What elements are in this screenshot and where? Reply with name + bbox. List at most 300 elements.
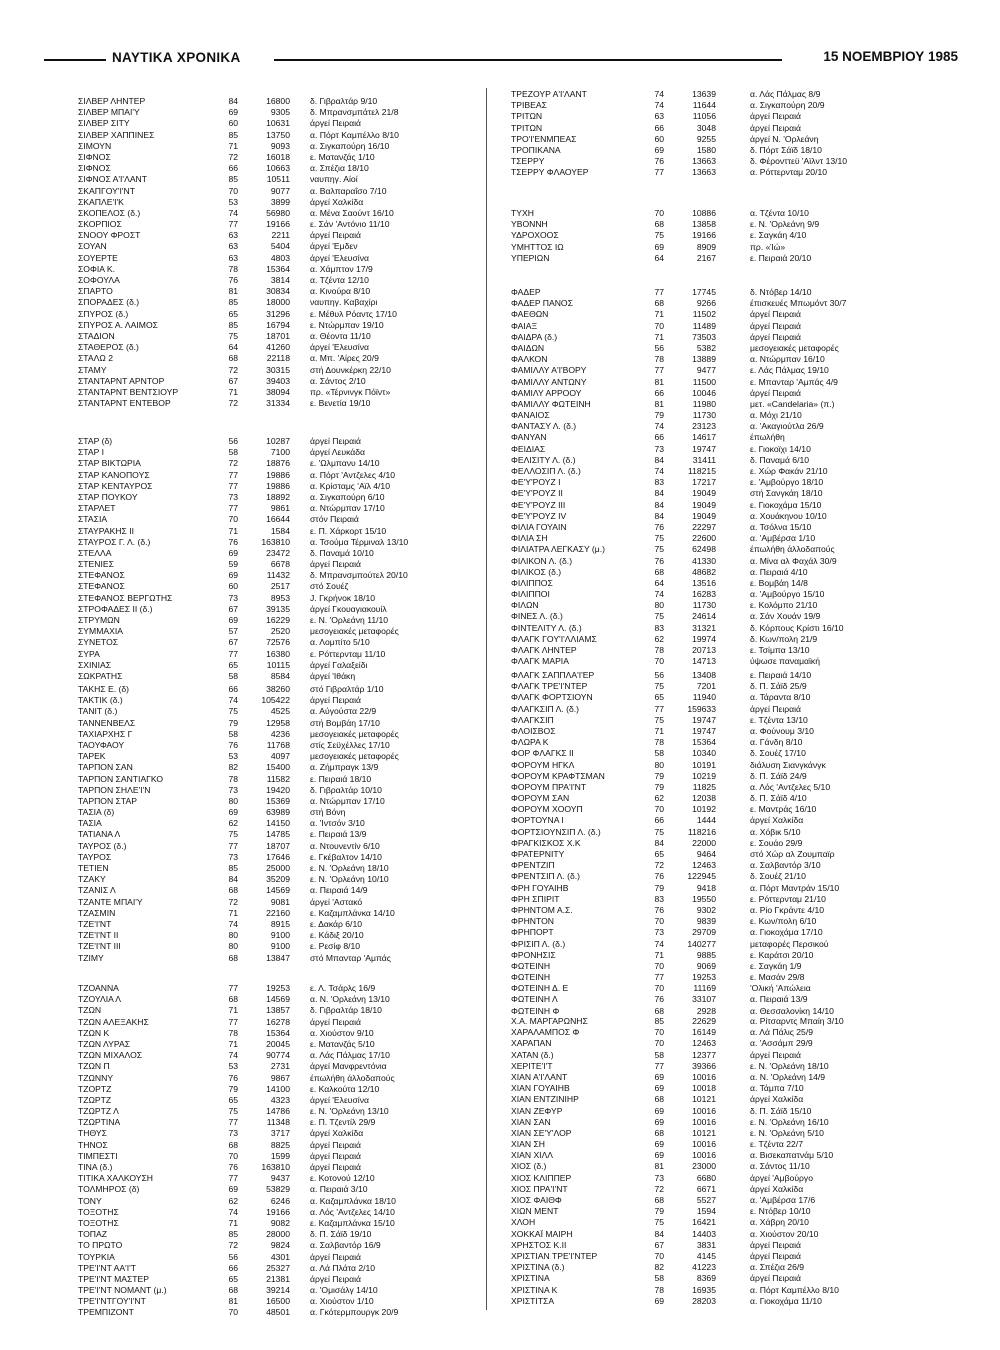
build-year: 64 [228, 342, 238, 353]
ship-row [78, 436, 478, 447]
tonnage: 14403 [692, 1228, 716, 1239]
ship-name: ΣΚΑΠΓΟΥ'Ι'ΝΤ [78, 185, 135, 196]
status: ε. Τζέντα 22/7 [750, 1139, 803, 1150]
build-year: 70 [654, 1038, 664, 1049]
ship-name: ΣΤΑΡΛΕΤ [78, 503, 116, 514]
status: α. Βισεκαπατνάμ 5/10 [750, 1150, 834, 1161]
tonnage: 15369 [266, 795, 290, 806]
status: α. Λάς Πάλμας 17/10 [310, 1050, 390, 1061]
status: α. Λομπίτο 5/10 [310, 637, 370, 648]
ship-row [78, 581, 478, 592]
ship-row [511, 1251, 951, 1262]
ship-name: ΦΕΛΛΟΣΙΠ Λ. (δ.) [511, 466, 581, 476]
ship-name: ΤΣΕΡΡΥ [511, 156, 545, 167]
status: α. Χάβρη 20/10 [750, 1217, 809, 1228]
ship-name: ΣΚΟΡΠΙΟΣ [78, 219, 122, 230]
build-year: 77 [654, 167, 664, 178]
build-year: 58 [228, 447, 238, 458]
tonnage: 18701 [266, 330, 290, 341]
tonnage: 118216 [687, 826, 716, 837]
ship-name: ΧΡΙΣΤΙΝΑ Κ [511, 1284, 558, 1295]
ship-name: ΦΕΙΔΙΑΣ [511, 443, 546, 454]
ship-row [78, 626, 478, 637]
ship-name: ΧΡΙΣΤΙΝΑ [511, 1273, 550, 1284]
tonnage: 28000 [266, 1229, 290, 1240]
tonnage: 16644 [266, 514, 290, 525]
tonnage: 39135 [266, 603, 290, 614]
ship-name: ΦΙΛΙΑΤΡΑ ΛΕΓΚΑΣΥ (μ.) [511, 544, 605, 555]
tonnage: 16149 [692, 1027, 716, 1038]
ship-name: ΣΤΑΝΤΑΡΝΤ ΑΡΝΤΟΡ [78, 375, 165, 386]
status: ε. Σαγκάη 1/9 [750, 960, 802, 971]
ship-name: ΣΤΑΛΩ 2 [78, 353, 113, 364]
ship-row [78, 671, 478, 682]
build-year: 77 [228, 840, 238, 851]
ship-row [78, 706, 478, 717]
status: α. Αύγούστα 22/9 [310, 706, 377, 717]
status: άργεί Πειραιά [750, 1239, 801, 1250]
status: ε. Π. Χάρκορτ 15/10 [310, 525, 387, 536]
tonnage: 39366 [692, 1060, 716, 1071]
ship-row [78, 1274, 478, 1285]
ship-name: ΤΟΞΟΤΗΣ [78, 1217, 119, 1228]
ship-row [78, 1073, 478, 1084]
ship-row [78, 695, 478, 706]
status: α. Ρίο Γκράντε 4/10 [750, 904, 825, 915]
ship-row [78, 353, 478, 364]
ship-row [511, 242, 951, 253]
build-year: 72 [228, 398, 238, 409]
tonnage: 8953 [270, 592, 290, 603]
ship-row [511, 726, 951, 737]
build-year: 70 [654, 960, 664, 971]
build-year: 81 [654, 1161, 664, 1172]
build-year: 69 [654, 1295, 664, 1306]
tonnage: 11502 [692, 309, 716, 320]
issue-date: 15 ΝΟΕΜΒΡΙΟΥ 1985 [823, 49, 958, 64]
status: ε. Χώρ Φακάν 21/10 [750, 466, 828, 476]
status: άργεί Πειραιά [310, 1016, 361, 1027]
status: α. Ντώρμπαν 16/10 [750, 354, 825, 365]
tonnage: 11348 [266, 1117, 290, 1128]
ship-row [78, 1240, 478, 1251]
ship-name: ΦΡΗΠΟΡΤ [511, 927, 554, 938]
tonnage: 12038 [692, 793, 716, 804]
build-year: 69 [654, 1150, 664, 1161]
ship-row [78, 604, 478, 615]
tonnage: 38260 [266, 684, 290, 694]
status: δ. Παναμά 10/10 [310, 547, 374, 558]
ship-name: ΦΟΡΟΥΜ ΧΟΟΥΠ [511, 804, 583, 815]
ship-row [78, 297, 478, 308]
status: δ. Πόρτ Σάϊδ 18/10 [750, 144, 822, 155]
ship-name: ΦΑΔΕΡ [511, 287, 541, 297]
ship-name: ΦΕ'Υ'ΡΟΥΖ Ι [511, 477, 561, 488]
tonnage: 6678 [270, 559, 290, 570]
header-rule-middle [274, 59, 782, 61]
build-year: 73 [228, 1128, 238, 1139]
ship-name: ΣΥΝΕΤΟΣ [78, 637, 119, 648]
status: ε. Ρεσίφ 8/10 [310, 941, 361, 952]
tonnage: 11056 [692, 111, 716, 122]
status: άργεί Πειραιά [310, 1150, 361, 1161]
tonnage: 4301 [270, 1251, 290, 1262]
tonnage: 16229 [266, 615, 290, 625]
ship-name: ΤΕΤΙΕΝ [78, 863, 109, 873]
build-year: 72 [228, 151, 238, 162]
ship-row [511, 905, 951, 916]
ship-row [78, 141, 478, 152]
ship-name: ΦΑΜΙΛΛΥ Α'Ι'ΒΟΡΥ [511, 365, 587, 376]
tonnage: 23472 [266, 547, 290, 558]
ship-name: ΣΚΟΠΕΛΟΣ (δ.) [78, 207, 141, 218]
build-year: 63 [654, 111, 664, 122]
build-year: 66 [654, 387, 664, 398]
status: ε. Μαντράς 16/10 [750, 804, 817, 815]
ship-name: ΦΟΡ ΦΛΑΓΚΣ ΙΙ [511, 748, 574, 759]
tonnage: 11980 [692, 398, 716, 409]
ship-name: ΦΩΤΕΙΝΗ Λ [511, 994, 558, 1005]
tonnage: 10121 [692, 1094, 716, 1105]
build-year: 70 [654, 1027, 664, 1038]
ship-name: ΣΟΥΕΡΤΕ [78, 252, 118, 263]
ship-row [511, 611, 951, 622]
ship-row [511, 556, 951, 567]
build-year: 58 [228, 670, 238, 681]
ship-row [78, 807, 478, 818]
tonnage: 14569 [266, 885, 290, 896]
tonnage: 13516 [692, 577, 716, 588]
ship-name: ΤΑΝΝΕΝΒΕΛΣ [78, 717, 136, 728]
ship-name: ΤΡΕ'Ι'ΝΤ ΑΑ'Ι'Τ [78, 1262, 136, 1273]
build-year: 72 [654, 860, 664, 871]
tonnage: 19253 [266, 983, 290, 993]
ship-name: ΦΡΗΝΤΟΜ Α.Σ. [511, 904, 573, 915]
ship-name: ΤΡΟΠΙΚΑΝΑ [511, 144, 561, 155]
ship-row [511, 1050, 951, 1061]
build-year: 75 [654, 533, 664, 544]
ship-name: ΧΙΟΣ ΚΛΙΠΠΕΡ [511, 1172, 572, 1183]
status: δ. Π. Σάϊδ 19/10 [310, 1229, 372, 1240]
ship-name: ΦΛΑΓΚ ΤΡΕ'Ι'ΝΤΕΡ [511, 681, 588, 692]
tonnage: 2928 [696, 1005, 716, 1016]
ship-row [511, 567, 951, 578]
build-year: 76 [654, 555, 664, 566]
ship-row [511, 1117, 951, 1128]
ship-name: ΧΙΑΝ ΖΕΦΥΡ [511, 1105, 563, 1116]
ship-name: ΤΖΩΝ ΜΙΧΑΛΟΣ [78, 1050, 143, 1061]
tonnage: 19049 [692, 510, 716, 521]
build-year: 74 [654, 466, 664, 476]
tonnage: 35209 [266, 874, 290, 885]
ship-name: ΧΑΤΑΝ (δ.) [511, 1049, 554, 1060]
tonnage: 9477 [696, 365, 716, 376]
ship-row [78, 941, 478, 952]
tonnage: 10219 [692, 770, 716, 781]
tonnage: 2211 [271, 230, 290, 241]
build-year: 56 [228, 436, 238, 446]
ship-name: ΤΖΕ'Ι'ΝΤ ΙΙΙ [78, 941, 121, 952]
ship-name: ΦΟΡΟΥΜ ΚΡΑΦΤΣΜΑΝ [511, 770, 605, 781]
ship-row [511, 1273, 951, 1284]
status: άργεί 'Ελευσίνα [310, 252, 369, 263]
status: διάλυση Σιανγκάνγκ [750, 759, 826, 770]
build-year: 76 [228, 1162, 238, 1172]
status: ε. Ν. 'Ορλεάνη 18/10 [310, 863, 389, 873]
status: α. Χάμπτον 17/9 [310, 263, 373, 274]
ship-name: ΦΡΕΝΤΣΙΠ Λ. (δ.) [511, 871, 581, 882]
tonnage: 3717 [270, 1128, 290, 1139]
ship-name: ΦΩΤΕΙΝΗ Δ. Ε [511, 983, 569, 994]
ship-name: ΤΟΥΡΚΙΑ [78, 1251, 115, 1262]
ship-name: ΤΖΑΝΤΕ ΜΠΑΙ'Υ [78, 896, 143, 907]
ship-name: ΣΧΙΝΙΑΣ [78, 659, 112, 670]
status: ε. Ρόττερνταμ 21/10 [750, 893, 826, 904]
ship-name: ΣΥΜΜΑΧΙΑ [78, 626, 123, 637]
build-year: 72 [228, 458, 238, 469]
tonnage: 1444 [696, 815, 716, 826]
column-divider [486, 88, 487, 1310]
status: ε. Ν. 'Ορλεάνη 10/10 [310, 874, 389, 885]
ship-row [78, 197, 478, 208]
status: ε. Λάς Πάλμας 19/10 [750, 365, 829, 376]
status: μεσογειακές μεταφορές [310, 626, 399, 637]
tonnage: 9464 [696, 849, 716, 859]
build-year: 74 [654, 100, 664, 111]
ship-name: ΣΤΑΔΙΟΝ [78, 330, 115, 341]
ship-name: ΦΑΕΘΩΝ [511, 309, 549, 320]
tonnage: 31296 [266, 308, 290, 319]
status: α. Ν. 'Ορλεάνη 14/9 [750, 1071, 826, 1082]
build-year: 77 [654, 972, 664, 983]
status: α. Σαλβαντόρ 3/10 [750, 860, 821, 871]
build-year: 62 [228, 1195, 238, 1206]
ship-name: ΦΑΙΔΡΑ (δ.) [511, 331, 558, 342]
tonnage: 25327 [266, 1262, 290, 1273]
build-year: 75 [228, 330, 238, 341]
build-year: 77 [228, 1117, 238, 1128]
status: άργεί Πειραιά [310, 1273, 361, 1284]
ship-name: ΤΑΟΥΦΑΟΥ [78, 739, 125, 750]
tonnage: 10631 [266, 118, 290, 129]
ship-name: ΦΛΑΓΚΣΙΠ Λ. (δ.) [511, 703, 580, 714]
status: α. Χιούστον 20/10 [750, 1228, 819, 1239]
build-year: 71 [654, 949, 664, 960]
build-year: 72 [228, 364, 238, 375]
ship-row [511, 388, 951, 399]
ship-name: ΧΙΟΣ (δ.) [511, 1161, 547, 1172]
ship-row [78, 1050, 478, 1061]
ship-row [78, 1028, 478, 1039]
tonnage: 48501 [266, 1307, 290, 1318]
tonnage: 22000 [692, 837, 716, 848]
status: άργεί Πειραιά [310, 436, 361, 446]
ship-name: ΣΠΟΡΑΔΕΣ (δ.) [78, 297, 140, 308]
ship-row [78, 376, 478, 387]
tonnage: 41260 [266, 342, 290, 353]
build-year: 76 [228, 536, 238, 547]
build-year: 57 [228, 626, 238, 637]
status: ε. 'Αμβούργο 18/10 [750, 477, 824, 488]
ship-row [511, 156, 951, 167]
tonnage: 15364 [266, 1027, 290, 1038]
ship-row [78, 96, 478, 107]
ship-name: ΤΑΚΤΙΚ (δ.) [78, 695, 123, 706]
ship-name: ΣΤΑΝΤΑΡΝΤ ΒΕΝΤΣΙΟΥΡ [78, 386, 179, 397]
ship-name: ΤΟΛΜΗΡΟΣ (δ) [78, 1184, 140, 1195]
build-year: 81 [654, 398, 664, 409]
build-year: 69 [228, 570, 238, 581]
ship-name: ΣΤΕΦΑΝΟΣ [78, 581, 125, 592]
tonnage: 14100 [266, 1083, 290, 1094]
status: άργεί Γαλαξείδι [310, 659, 368, 670]
tonnage: 13408 [692, 670, 716, 680]
status: α. Γάνδη 8/10 [750, 737, 803, 748]
ship-name: ΦΙΛΙΑ ΓΟΥΑΙΝ [511, 521, 567, 532]
status: α. Βαλπαραΐσο 7/10 [310, 185, 387, 196]
ship-name: ΤΖΩΝ ΛΥΡΑΣ [78, 1038, 131, 1049]
status: α. Τάραντα 8/10 [750, 692, 811, 703]
status: α. Τάμπα 7/10 [750, 1083, 804, 1094]
ship-name: ΤΖΩΡΤΖ [78, 1094, 112, 1105]
ship-name: ΣΤΑΡ Ι [78, 447, 105, 458]
page-header [44, 50, 958, 68]
status: α. Πειραιά 4/10 [750, 566, 808, 577]
status: α. 'Αμβέρσα 17/6 [750, 1195, 816, 1205]
ship-name: ΤΖΩΝ ΑΛΕΞΑΚΗΣ [78, 1016, 149, 1027]
build-year: 68 [654, 1005, 664, 1016]
build-year: 81 [228, 286, 238, 297]
build-year: 77 [654, 1060, 664, 1071]
ship-row [511, 838, 951, 849]
tonnage: 22600 [692, 533, 716, 544]
status: άργεί Γκουαγιακουίλ [310, 603, 387, 614]
tonnage: 19886 [266, 469, 290, 480]
status: α. Λά Πάλις 25/9 [750, 1027, 814, 1038]
tonnage: 122945 [687, 871, 716, 882]
tonnage: 9839 [696, 916, 716, 927]
tonnage: 33107 [692, 994, 716, 1005]
ship-name: ΤΖΙΜΥ [78, 952, 104, 963]
tonnage: 8915 [270, 918, 290, 929]
build-year: 75 [228, 1106, 238, 1117]
tonnage: 19747 [692, 714, 716, 725]
tonnage: 24614 [692, 611, 716, 622]
build-year: 78 [654, 737, 664, 748]
tonnage: 14569 [266, 994, 290, 1005]
ship-name: ΦΑΝΑΙΟΣ [511, 410, 550, 421]
tonnage: 16500 [266, 1296, 290, 1307]
status: στή Δουνκέρκη 22/10 [310, 364, 391, 375]
tonnage: 10018 [692, 1083, 716, 1094]
ship-name: ΣΟΦΟΥΛΑ [78, 275, 120, 285]
tonnage: 22160 [266, 907, 290, 918]
tonnage: 29709 [692, 927, 716, 938]
tonnage: 8909 [696, 241, 716, 252]
build-year: 78 [228, 773, 238, 784]
ship-name: ΣΤΑΡ ΠΟΥΚΟΥ [78, 491, 138, 502]
build-year: 84 [228, 874, 238, 885]
tonnage: 9266 [696, 298, 716, 309]
ship-name: ΦΕ'Υ'ΡΟΥΖ ΙV [511, 510, 567, 521]
ship-name: ΤΡΕΜΠΙΖΟΝΤ [78, 1307, 134, 1318]
ship-name: ΦΡΗ ΓΟΥΑΙΗΒ [511, 882, 569, 893]
status: άργεί 'Ελευσίνα [310, 1094, 369, 1105]
status: α. Γκότερμπουργκ 20/9 [310, 1307, 399, 1318]
build-year: 77 [228, 480, 238, 491]
status: α. Φούνουμ 3/10 [750, 725, 814, 736]
tonnage: 9885 [696, 949, 716, 960]
build-year: 76 [228, 739, 238, 750]
build-year: 81 [228, 1296, 238, 1307]
status: άργεί Χαλκίδα [310, 196, 364, 207]
build-year: 80 [654, 600, 664, 611]
status: ε. Ν. 'Ορλεάνη 5/10 [750, 1127, 824, 1138]
build-year: 82 [228, 762, 238, 773]
build-year: 77 [228, 983, 238, 993]
build-year: 70 [654, 983, 664, 994]
tonnage: 1594 [696, 1206, 716, 1217]
ship-row [78, 649, 478, 660]
ship-row [511, 692, 951, 703]
status: δ. Π. Σάϊδ 24/9 [750, 770, 807, 781]
build-year: 73 [228, 491, 238, 502]
build-year: 59 [228, 559, 238, 570]
status: ε. Ματανζάς 5/10 [310, 1038, 375, 1049]
ship-name: ΦΑΛΚΟΝ [511, 354, 548, 365]
ship-row [78, 818, 478, 829]
ship-name: ΧΑΡΑΠΑΝ [511, 1038, 552, 1049]
ship-list-block [511, 670, 951, 1017]
ship-row [511, 927, 951, 938]
ship-row [511, 1173, 951, 1184]
status: άργεί 'Αστακό [310, 896, 363, 907]
ship-row [511, 365, 951, 376]
tonnage: 17646 [266, 851, 290, 862]
build-year: 69 [228, 547, 238, 558]
ship-list-block [511, 1016, 951, 1307]
status: α. Ρόττερνταμ 20/10 [750, 167, 828, 178]
build-year: 68 [654, 1094, 664, 1105]
build-year: 85 [228, 863, 238, 873]
build-year: 53 [228, 196, 238, 207]
ship-name: ΤΑΣΙΑ (δ) [78, 807, 115, 818]
tonnage: 9302 [696, 904, 716, 915]
tonnage: 15364 [266, 263, 290, 274]
ship-row [78, 559, 478, 570]
status: ε. Ντώρμπαν 19/10 [310, 319, 384, 330]
tonnage: 13750 [266, 129, 290, 140]
status: άργεί Πειραιά [750, 320, 801, 331]
build-year: 69 [228, 107, 238, 118]
tonnage: 4323 [270, 1094, 290, 1105]
ship-name: ΤΖΑΝΙΣ Λ [78, 885, 116, 896]
ship-row [511, 230, 951, 241]
tonnage: 4525 [270, 706, 290, 717]
ship-row [78, 398, 478, 409]
ship-row [78, 118, 478, 129]
status: α. Καζαμπλάνκα 18/10 [310, 1195, 396, 1206]
build-year: 68 [654, 566, 664, 577]
tonnage: 19049 [692, 499, 716, 510]
status: άργεί Πειραιά [750, 387, 801, 398]
status: δ. Π. Σάϊδ 25/9 [750, 681, 807, 692]
tonnage: 6680 [696, 1172, 716, 1183]
ship-row [78, 481, 478, 492]
tonnage: 16283 [692, 589, 716, 600]
status: α. Χόβικ 5/10 [750, 826, 801, 837]
status: ε. Σαγκάη 4/10 [750, 230, 807, 241]
